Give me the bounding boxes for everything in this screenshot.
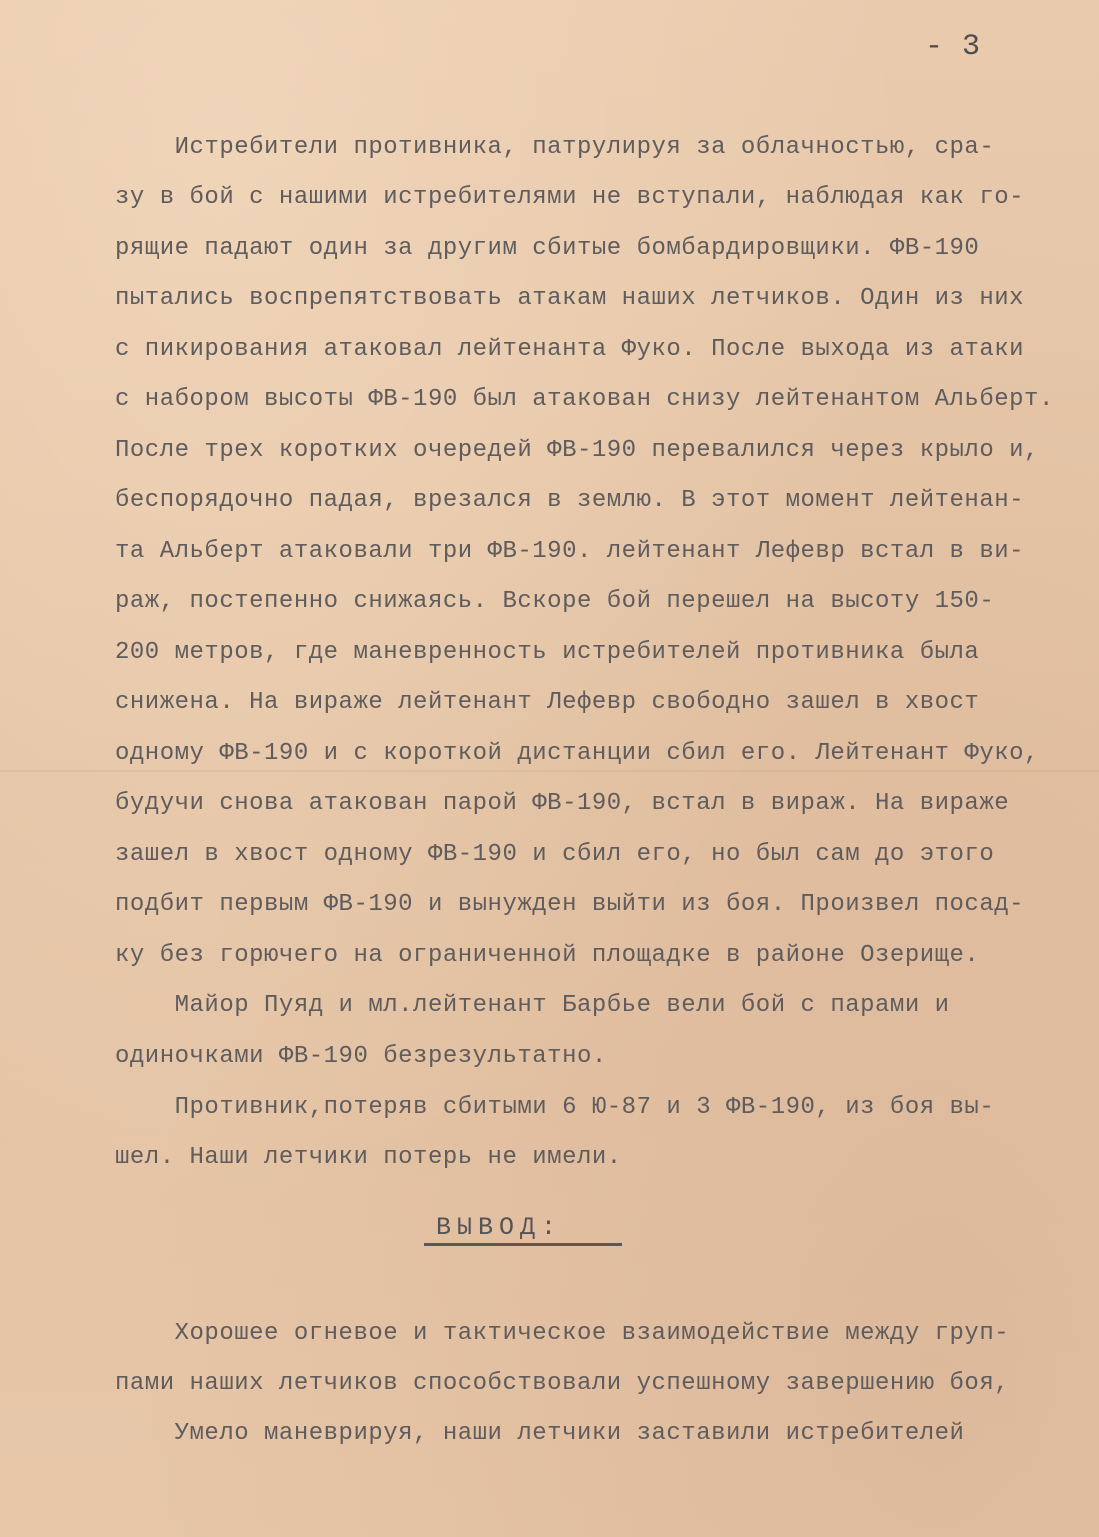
text-line: зу в бой с нашими истребителями не вступали, наблюдая как го- bbox=[115, 184, 1025, 211]
heading-underline bbox=[424, 1243, 622, 1246]
text-line: одиночками ФВ-190 безрезультатно. bbox=[115, 1043, 607, 1070]
text-line: 200 метров, где маневренность истребителей противника была bbox=[115, 639, 980, 666]
text-line: беспорядочно падая, врезался в землю. В этот момент лейтенан- bbox=[115, 487, 1025, 514]
text-line: с набором высоты ФВ-190 был атакован снизу лейтенантом Альберт. bbox=[115, 386, 1054, 413]
section-heading: ВЫВОД: bbox=[436, 1213, 563, 1242]
text-line: Хорошее огневое и тактическое взаимодействие между груп- bbox=[115, 1320, 1010, 1347]
text-line: Умело маневрируя, наши летчики заставили истребителей bbox=[115, 1420, 965, 1447]
text-line: пытались воспрепятствовать атакам наших летчиков. Один из них bbox=[115, 285, 1025, 312]
text-line: Истребители противника, патрулируя за облачностью, сра- bbox=[115, 134, 995, 161]
text-line: снижена. На вираже лейтенант Лефевр свободно зашел в хвост bbox=[115, 689, 980, 716]
text-line: будучи снова атакован парой ФВ-190, встал в вираж. На вираже bbox=[115, 790, 1010, 817]
text-line: пами наших летчиков способствовали успешному завершению боя, bbox=[115, 1370, 1010, 1397]
text-line: с пикирования атаковал лейтенанта Фуко. После выхода из атаки bbox=[115, 336, 1025, 363]
text-line: Майор Пуяд и мл.лейтенант Барбье вели бой с парами и bbox=[115, 992, 950, 1019]
text-line: одному ФВ-190 и с короткой дистанции сбил его. Лейтенант Фуко, bbox=[115, 740, 1039, 767]
text-line: Противник,потеряв сбитыми 6 Ю-87 и 3 ФВ-190, из боя вы- bbox=[115, 1094, 995, 1121]
text-line: подбит первым ФВ-190 и вынужден выйти из боя. Произвел посад- bbox=[115, 891, 1025, 918]
text-line: ку без горючего на ограниченной площадке в районе Озерище. bbox=[115, 942, 980, 969]
text-line: шел. Наши летчики потерь не имели. bbox=[115, 1144, 622, 1171]
text-line: та Альберт атаковали три ФВ-190. лейтенант Лефевр встал в ви- bbox=[115, 538, 1025, 565]
text-line: зашел в хвост одному ФВ-190 и сбил его, но был сам до этого bbox=[115, 841, 995, 868]
page-number: - 3 bbox=[925, 30, 981, 64]
text-line: После трех коротких очередей ФВ-190 перевалился через крыло и, bbox=[115, 437, 1039, 464]
text-line: раж, постепенно снижаясь. Вскоре бой перешел на высоту 150- bbox=[115, 588, 995, 615]
text-line: рящие падают один за другим сбитые бомбардировщики. ФВ-190 bbox=[115, 235, 980, 262]
